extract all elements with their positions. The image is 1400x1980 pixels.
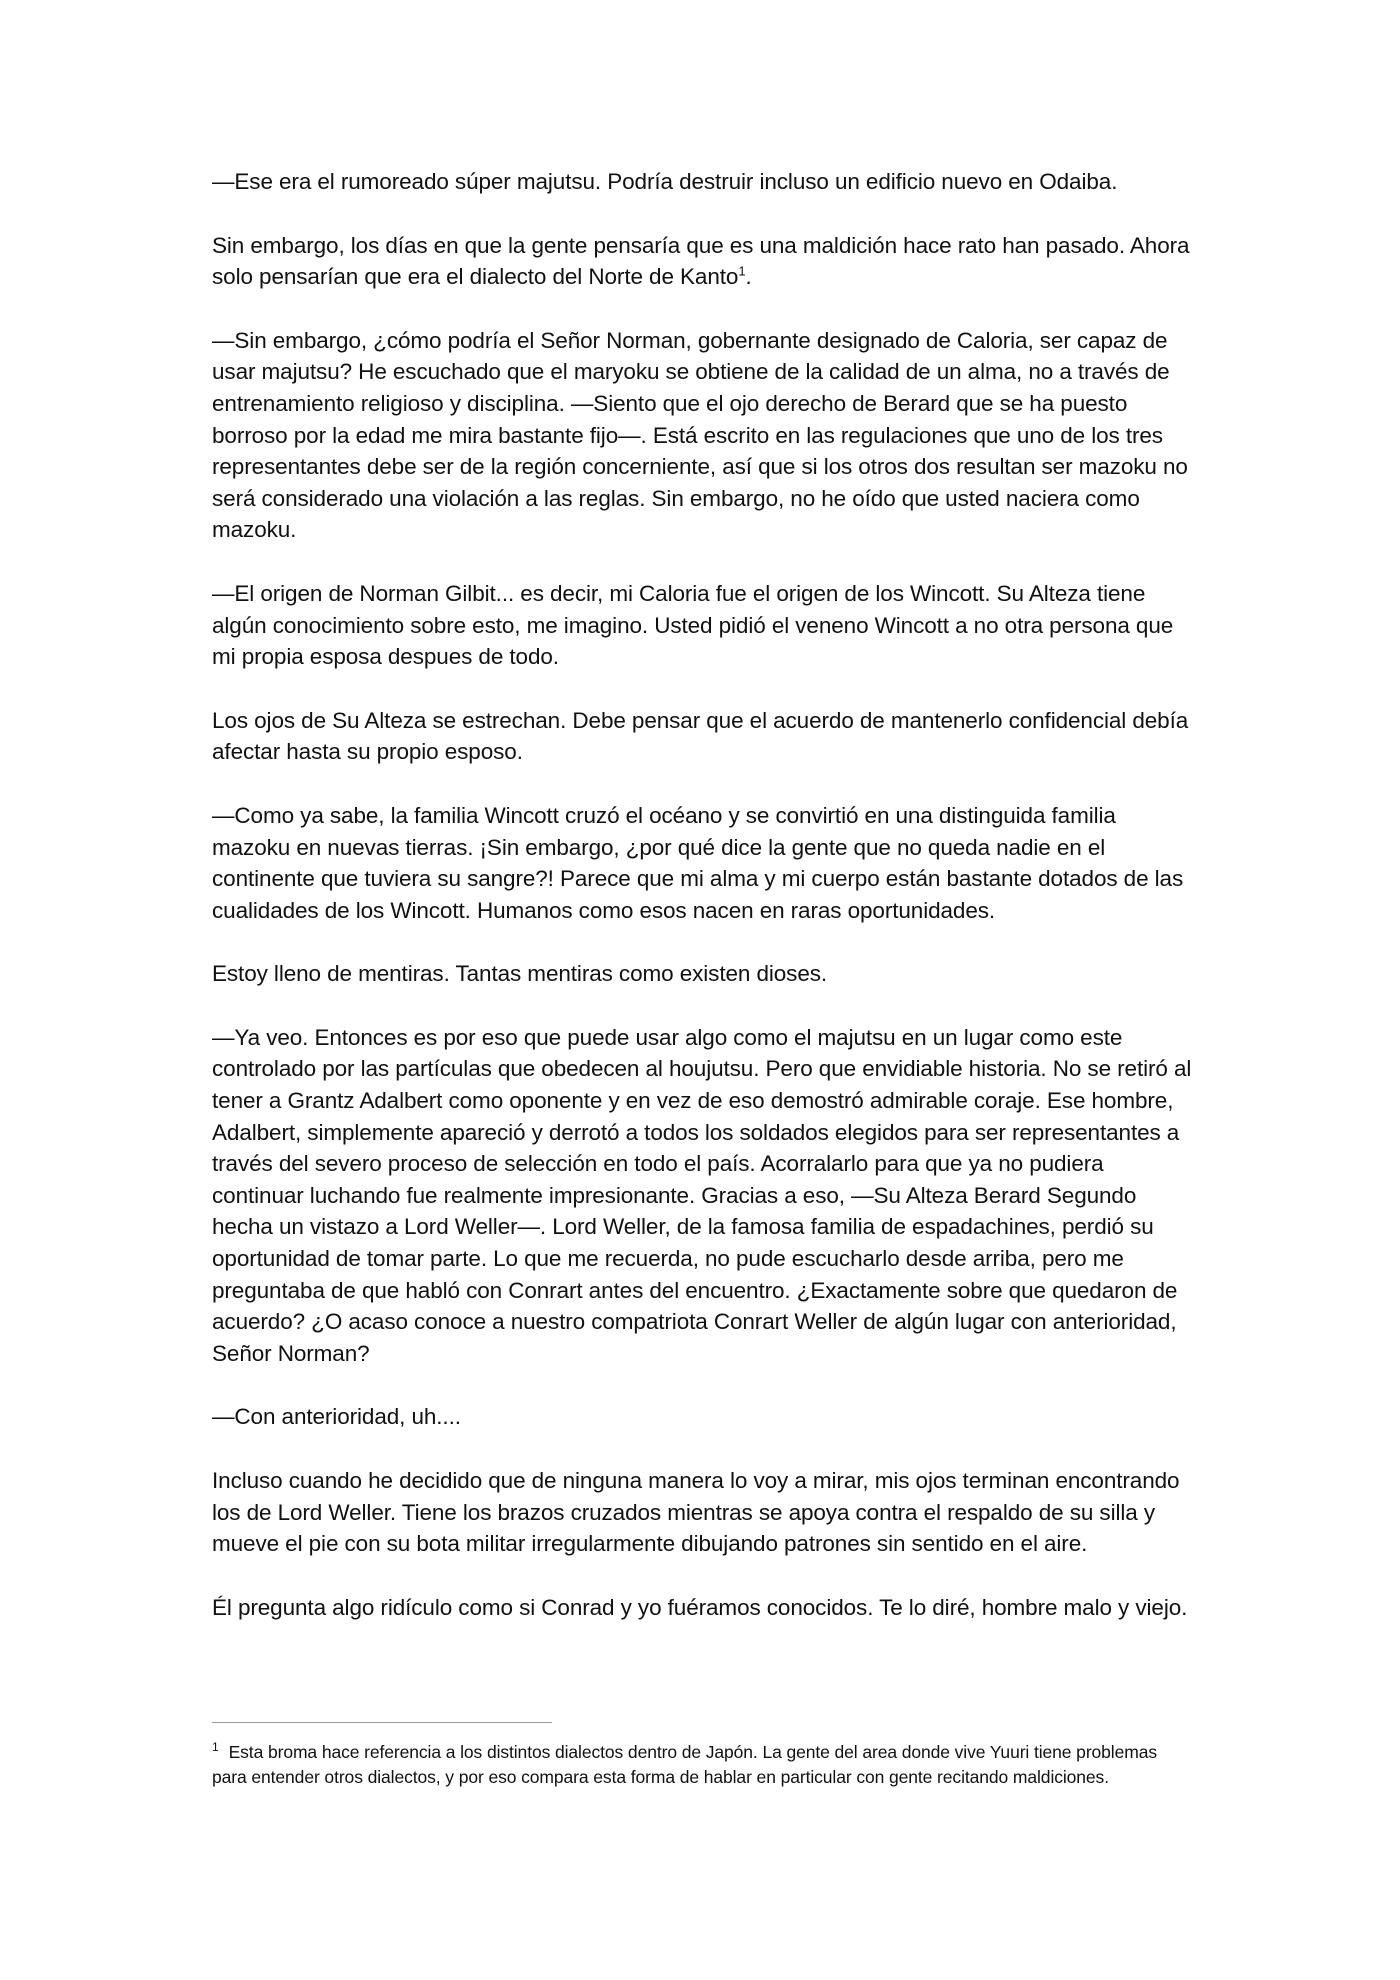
paragraph-2 xyxy=(212,230,1192,293)
footnote-mark: 1 xyxy=(212,1740,219,1755)
paragraph-10: Incluso cuando he decidido que de ninguna manera lo voy a mirar, mis ojos terminan encontrando los de Lord Weller. Tiene los brazos cruzados mientras se apoya contra el respaldo de su silla y mueve el pie con su bota militar irregularmente dibujando patrones sin sentido en el aire. xyxy=(212,1468,1180,1557)
paragraph-2-end: . xyxy=(745,264,752,290)
document-body xyxy=(212,166,1192,1655)
paragraph-5: Los ojos de Su Alteza se estrechan. Debe pensar que el acuerdo de mantenerlo confidencial debía afectar hasta su propio esposo. xyxy=(212,707,1189,765)
paragraph-8: —Ya veo. Entonces es por eso que puede usar algo como el majutsu en un lugar como este controlado por las partículas que obedecen al houjutsu. Pero que envidiable historia. No se retiró al tener a Grantz Adalbert como oponente y en vez de eso demostró admirable coraje. Ese hombre, Adalbert, simplemente apareció y derrotó a todos los soldados elegidos para ser representantes a través del severo proceso de selección en todo el país. Acorralarlo para que ya no pudiera continuar luchando fue realmente impresionante. Gracias a eso, —Su Alteza Berard Segundo hecha un vistazo a Lord Weller—. Lord Weller, de la famosa familia de espadachines, perdió su oportunidad de tomar parte. Lo que me recuerda, no pude escucharlo desde arriba, pero me preguntaba de que habló con Conrart antes del encuentro. ¿Exactamente sobre que quedaron de acuerdo? ¿O acaso conoce a nuestro compatriota Conrart Weller de algún lugar con anterioridad, Señor Norman? xyxy=(212,1024,1192,1366)
paragraph-2-text: Sin embargo, los días en que la gente pensaría que es una maldición hace rato han pasado. Ahora solo pensarían que era el dialecto del Norte de Kanto xyxy=(212,232,1190,290)
footnote-text: Esta broma hace referencia a los distintos dialectos dentro de Japón. La gente del area donde vive Yuuri tiene problemas para entender otros dialectos, y por eso compara esta forma de hablar en particular con gente recitando maldiciones. xyxy=(212,1742,1157,1787)
footnote-divider xyxy=(212,1722,552,1723)
footnote xyxy=(212,1740,1192,1790)
paragraph-7: Estoy lleno de mentiras. Tantas mentiras como existen dioses. xyxy=(212,961,828,987)
paragraph-9: —Con anterioridad, uh.... xyxy=(212,1404,461,1430)
footnote-reference[interactable]: 1 xyxy=(738,263,746,279)
paragraph-11: Él pregunta algo ridículo como si Conrad y yo fuéramos conocidos. Te lo diré, hombre malo y viejo. xyxy=(212,1594,1188,1620)
paragraph-4: —El origen de Norman Gilbit... es decir, mi Caloria fue el origen de los Wincott. Su Alteza tiene algún conocimiento sobre esto, me imagino. Usted pidió el veneno Wincott a no otra persona que mi propia esposa despues de todo. xyxy=(212,580,1174,670)
paragraph-6: —Como ya sabe, la familia Wincott cruzó el océano y se convirtió en una distinguida familia mazoku en nuevas tierras. ¡Sin embargo, ¿por qué dice la gente que no queda nadie en el continente que tuviera su sangre?! Parece que mi alma y mi cuerpo están bastante dotados de las cualidades de los Wincott. Humanos como esos nacen en raras oportunidades. xyxy=(212,802,1184,923)
paragraph-1: —Ese era el rumoreado súper majutsu. Podría destruir incluso un edificio nuevo en Odaiba. xyxy=(212,169,1118,194)
paragraph-3: —Sin embargo, ¿cómo podría el Señor Norman, gobernante designado de Caloria, ser capaz de usar majutsu? He escuchado que el maryoku se obtiene de la calidad de un alma, no a través de entrenamiento religioso y disciplina. —Siento que el ojo derecho de Berard que se ha puesto borroso por la edad me mira bastante fijo—. Está escrito en las regulaciones que uno de los tres representantes debe ser de la región concerniente, así que si los otros dos resultan ser mazoku no será considerado una violación a las reglas. Sin embargo, no he oído que usted naciera como mazoku. xyxy=(212,327,1188,543)
